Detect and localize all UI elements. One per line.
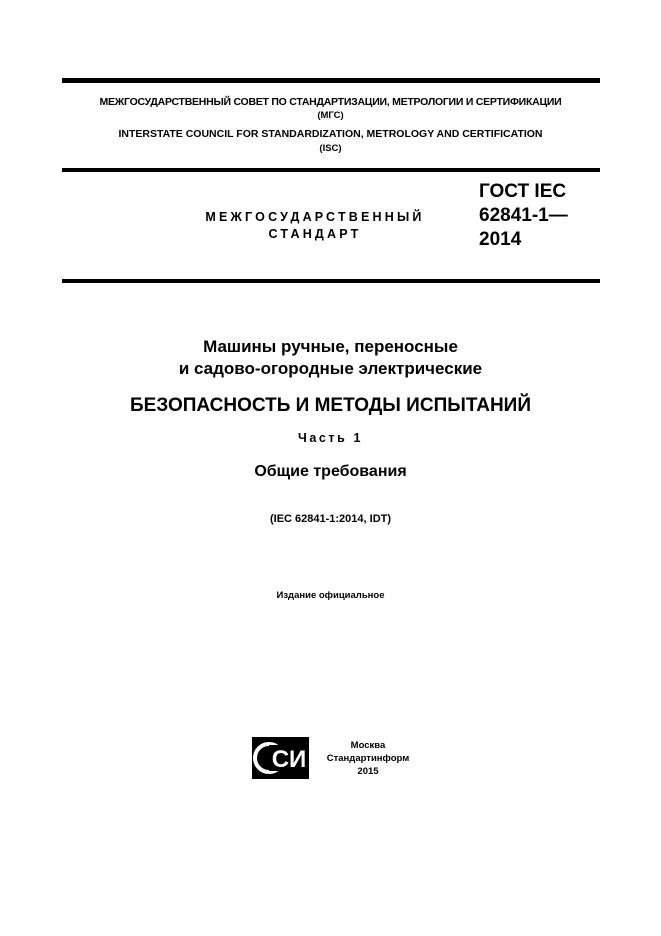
publication-year: 2015 — [357, 766, 379, 777]
document-subtitle: Общие требования — [254, 463, 407, 480]
standard-type — [170, 209, 460, 243]
standartinform-logo — [252, 737, 309, 779]
top-rule — [62, 78, 600, 83]
title-line1: Машины ручные, переносные — [203, 337, 458, 356]
standard-type-line1: МЕЖГОСУДАРСТВЕННЫЙ — [205, 210, 425, 224]
document-main-title: БЕЗОПАСНОСТЬ И МЕТОДЫ ИСПЫТАНИЙ — [130, 395, 531, 416]
title-block-rule — [62, 279, 600, 283]
standard-type-line2: СТАНДАРТ — [268, 227, 362, 241]
edition-note: Издание официальное — [276, 590, 385, 601]
designation-line2: 62841-1— — [479, 205, 568, 226]
designation-line3: 2014 — [479, 229, 522, 250]
title-line2: и садово-огородные электрические — [178, 359, 483, 378]
council-name-ru: МЕЖГОСУДАРСТВЕННЫЙ СОВЕТ ПО СТАНДАРТИЗАЦИИ, МЕТРОЛОГИИ И СЕРТИФИКАЦИИ — [99, 96, 562, 108]
iec-reference: (IEC 62841-1:2014, IDT) — [269, 513, 392, 525]
part-label: Часть 1 — [297, 431, 364, 445]
council-abbr-en: (ISC) — [319, 143, 342, 154]
standard-designation — [479, 180, 568, 252]
publisher-city: Москва — [350, 740, 386, 751]
council-name-en: INTERSTATE COUNCIL FOR STANDARDIZATION, METROLOGY AND CERTIFICATION — [118, 128, 543, 140]
document-title — [0, 336, 661, 380]
publisher-block — [318, 739, 418, 778]
publisher-name: Стандартинформ — [326, 753, 410, 764]
designation-line1: ГОСТ IEC — [479, 181, 567, 202]
header-rule — [62, 168, 600, 172]
logo-letters: СИ — [271, 746, 307, 773]
council-abbr-ru: (МГС) — [317, 110, 344, 121]
